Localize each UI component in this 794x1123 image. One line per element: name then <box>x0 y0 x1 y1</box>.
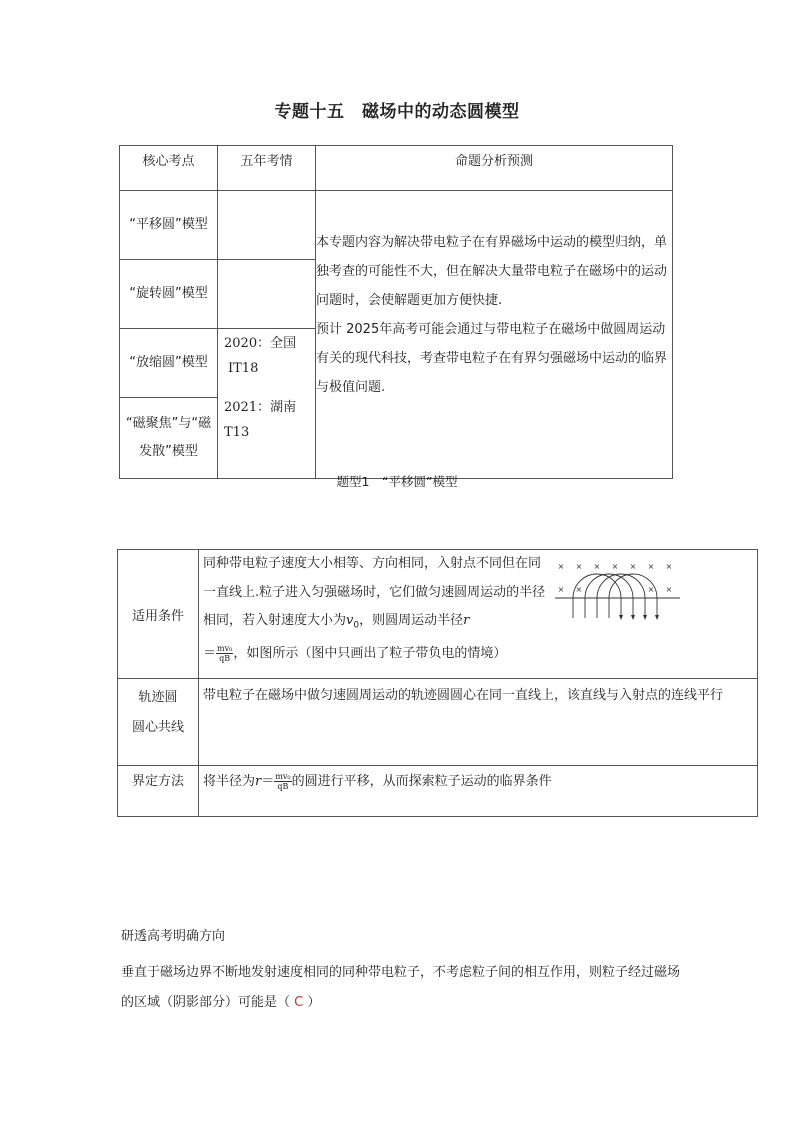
exam-overview-table <box>119 145 673 479</box>
svg-text:×: × <box>647 585 655 594</box>
section-heading: 研透高考明确方向 <box>121 929 226 944</box>
analysis-paragraph-1: 本专题内容为解决带电粒子在有界磁场中运动的模型归纳，单独考查的可能性不大，但在解决大量带电粒子在磁场中的运动问题时，会使解题更加方便快捷. <box>316 234 668 308</box>
arrow-heads <box>619 615 659 620</box>
header-analysis: 命题分析预测 <box>316 146 673 191</box>
exam-record: 2020：全国 ⅠT18 2021：湖南 T13 <box>224 336 297 440</box>
row-condition-text: 同种带电粒子速度大小相等、方向相同，入射点不同但在同一直线上.粒子进入匀强磁场时，它们做匀速圆周运动的半径相同，若入射速度大小为$v_0$，则圆周运动半径r ＝ $\frac{\text{mv₀}}{qB}$ ，如图所示（图中只画出了粒子带负电的情境） <box>199 550 758 679</box>
svg-text:×: × <box>593 562 601 571</box>
model-translation: “平移圆”模型 <box>129 217 208 232</box>
analysis-paragraph-2: 预计 2025年高考可能会通过与带电粒子在磁场中做圆周运动有关的现代科技，考查带电粒子在有界匀强磁场中运动的临界与极值问题. <box>316 321 668 395</box>
svg-text:×: × <box>557 585 565 594</box>
svg-text:×: × <box>629 562 637 571</box>
radius-fraction: $\frac{\text{mv₀}}{qB}$ <box>217 644 233 664</box>
svg-text:×: × <box>665 585 673 594</box>
page-title: 专题十五 磁场中的动态圆模型 <box>274 102 520 122</box>
model-focus-divergence: “磁聚焦”与“磁发散”模型 <box>125 416 212 459</box>
section-subheading: 题型1 “平移圆”模型 <box>336 474 458 489</box>
svg-text:×: × <box>575 562 583 571</box>
row-condition-label: 适用条件 <box>118 550 199 679</box>
svg-text:×: × <box>575 585 583 594</box>
translation-circle-figure <box>555 556 680 624</box>
model-scaling: “放缩圆”模型 <box>129 355 208 370</box>
row-method-text: 将半径为r＝ $\frac{\text{mv₀}}{qB}$ 的圆进行平移，从而探索粒子运动的临界条件 <box>199 766 758 817</box>
row-center-label: 轨迹圆 圆心共线 <box>131 690 184 735</box>
trajectory-arcs <box>573 574 657 598</box>
svg-text:×: × <box>665 562 673 571</box>
question-text: 垂直于磁场边界不断地发射速度相同的同种带电粒子，不考虑粒子间的相互作用，则粒子经过磁场的区域（阴影部分）可能是（ C ） <box>121 965 681 1010</box>
svg-text:×: × <box>611 562 619 571</box>
analysis-text <box>316 228 672 402</box>
row-center-text: 带电粒子在磁场中做匀速圆周运动的轨迹圆圆心在同一直线上，该直线与入射点的连线平行 <box>199 679 758 766</box>
svg-text:×: × <box>557 562 565 571</box>
svg-text:×: × <box>647 562 655 571</box>
row-method-label: 界定方法 <box>118 766 199 817</box>
model-rotation: “旋转圆”模型 <box>129 286 208 301</box>
header-five-year: 五年考情 <box>218 146 316 191</box>
header-core-points: 核心考点 <box>120 146 218 191</box>
answer-choice: C <box>294 995 304 1010</box>
